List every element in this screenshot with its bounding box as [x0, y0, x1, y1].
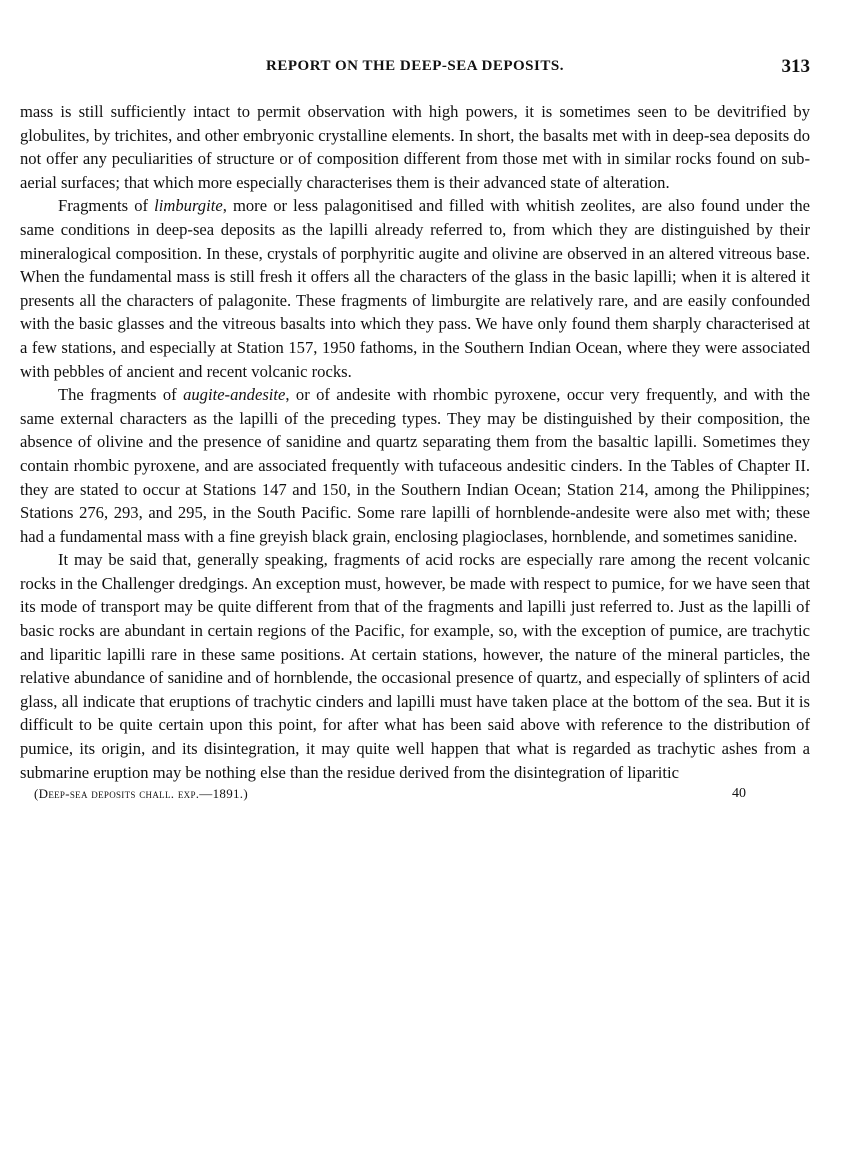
italic-term: augite-andesite — [183, 385, 286, 405]
paragraph — [20, 100, 810, 194]
paragraph — [20, 194, 810, 383]
paragraph-text: Fragments of — [58, 196, 155, 216]
footer-note: (Deep-sea deposits chall. exp.—1891.) — [34, 786, 248, 802]
paragraph-text: The fragments of — [58, 385, 184, 405]
paragraph — [20, 548, 810, 784]
running-title: REPORT ON THE DEEP-SEA DEPOSITS. — [266, 58, 564, 74]
page-number: 313 — [781, 56, 810, 77]
signature-mark: 40 — [732, 786, 746, 802]
italic-term: limburgite — [154, 196, 223, 216]
paragraph-text: , or of andesite with rhombic pyroxene, occur very frequently, and with the same external characters as the lapilli of the preceding types. They may be distinguished by their composition, the absence of olivine and the presence of sanidine and quartz separating them from the basaltic lapilli. Sometimes they contain rhombic pyroxene, and are associated frequently with tufaceous andesitic cinders. In the Tables of Chapter II. they are stated to occur at Stations 147 and 150, in the Southern Indian Ocean; Station 214, among the Philippines; Stations 276, 293, and 295, in the South Pacific. Some rare lapilli of hornblende-andesite were also met with; these had a fundamental mass with a fine greyish black grain, enclosing plagioclases, hornblende, and sometimes sanidine. — [20, 385, 810, 546]
paragraph-text: mass is still sufficiently intact to permit observation with high powers, it is sometimes seen to be devitrified by globulites, by trichites, and other embryonic crystalline elements. In short, the basalts met with in deep-sea deposits do not offer any peculiarities of structure or of composition different from those met with in similar rocks found on sub-aerial surfaces; that which more especially characterises them is their advanced state of alteration. — [20, 102, 810, 192]
body-text — [20, 100, 810, 784]
paragraph — [20, 383, 810, 548]
running-header — [20, 58, 810, 88]
paragraph-text: , more or less palagonitised and filled with whitish zeolites, are also found under the same conditions in deep-sea deposits as the lapilli already referred to, from which they are distinguished by their mineralogical composition. In these, crystals of porphyritic augite and olivine are observed in an altered vitreous base. When the fundamental mass is still fresh it offers all the characters of the glass in the basic lapilli; when it is altered it presents all the characters of palagonite. These fragments of limburgite are relatively rare, and are easily confounded with the basic glasses and the vitreous basalts into which they pass. We have only found them sharply characterised at a few stations, and especially at Station 157, 1950 fathoms, in the Southern Indian Ocean, where they were associated with pebbles of ancient and recent volcanic rocks. — [20, 196, 810, 381]
page-footer — [20, 786, 810, 806]
document-page — [20, 58, 810, 806]
paragraph-text: It may be said that, generally speaking, fragments of acid rocks are especially rare among the recent volcanic rocks in the Challenger dredgings. An exception must, however, be made with respect to pumice, for we have seen that its mode of transport may be quite different from that of the fragments and lapilli just referred to. Just as the lapilli of basic rocks are abundant in certain regions of the Pacific, for example, so, with the exception of pumice, are trachytic and liparitic lapilli rare in these same positions. At certain stations, however, the nature of the mineral particles, the relative abundance of sanidine and of hornblende, the occasional presence of quartz, and especially of splinters of acid glass, all indicate that eruptions of trachytic cinders and lapilli must have taken place at the bottom of the sea. But it is difficult to be quite certain upon this point, for after what has been said above with reference to the distribution of pumice, its origin, and its disintegration, it may quite well happen that what is regarded as trachytic ashes from a submarine eruption may be nothing else than the residue derived from the disintegration of liparitic — [20, 550, 810, 782]
